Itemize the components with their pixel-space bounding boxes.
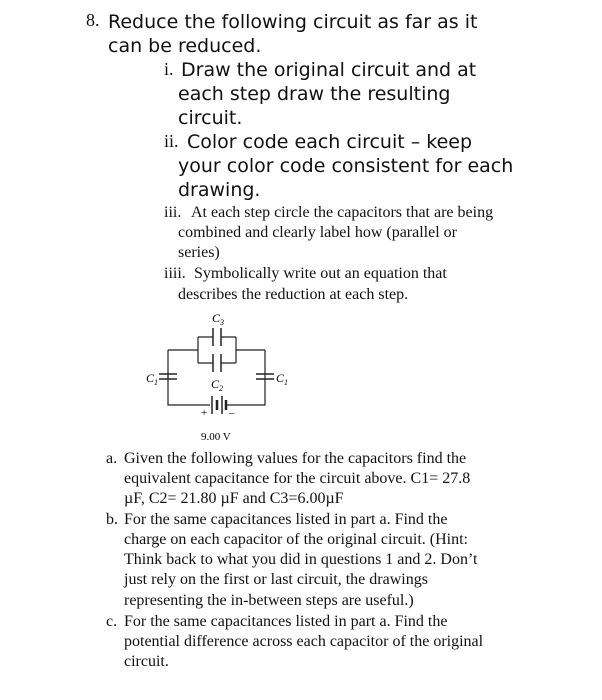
step-ii-marker: ii. [164, 131, 179, 151]
part-b-marker: b. [106, 511, 118, 528]
step-i-line-2: each step draw the resulting [178, 83, 451, 105]
part-c-marker: c. [106, 613, 118, 630]
wire-left-bottom [168, 350, 210, 405]
battery-plus-sign: + [201, 407, 208, 419]
step-iii-line-2: combined and clearly label how (parallel or [178, 224, 457, 241]
battery-symbol [212, 396, 226, 414]
step-iiii-line-2: describes the reduction at each step. [178, 286, 409, 303]
part-b-line-4: just rely on the first or last circuit, the drawings [124, 571, 428, 588]
part-b-line-2: charge on each capacitor of the original circuit. (Hint: [124, 531, 468, 548]
part-b-line-5: representing the in-between steps are useful.) [124, 592, 414, 609]
step-i-line-1: Draw the original circuit and at [181, 59, 477, 81]
step-iii-marker: iii. [164, 204, 182, 221]
battery-voltage-label: 9.00 V [201, 431, 231, 443]
part-c-line-1: For the same capacitances listed in part a. Find the [124, 613, 448, 630]
c1-left-label: C [146, 371, 155, 385]
part-a-marker: a. [106, 450, 118, 467]
c1-right-label-sub: 1 [284, 378, 288, 387]
step-iiii-line-1: Symbolically write out an equation that [194, 265, 447, 282]
step-iii-line-3: series) [178, 244, 220, 261]
step-iiii-marker: iiii. [164, 265, 186, 282]
part-a-line-2: equivalent capacitance for the circuit above. C1= 27.8 [124, 470, 471, 487]
question-number: 8. [86, 10, 100, 30]
battery-minus-sign: – [229, 407, 235, 419]
step-ii-line-3: drawing. [178, 179, 261, 201]
part-c-line-3: circuit. [124, 653, 169, 670]
step-ii-line-1: Color code each circuit – keep [187, 131, 473, 153]
part-b-line-3: Think back to what you did in questions 1 and 2. Don’t [124, 551, 478, 568]
c3-label: C [212, 311, 221, 325]
step-i-marker: i. [164, 59, 174, 79]
part-a-line-1: Given the following values for the capacitors find the [124, 450, 467, 467]
c2-label: C [211, 377, 220, 391]
step-i-line-3: circuit. [178, 107, 243, 129]
part-a-line-3: µF, C2= 21.80 µF and C3=6.00µF [124, 490, 344, 507]
part-c-line-2: potential difference across each capacitor of the original [124, 633, 484, 650]
step-iii-line-1: At each step circle the capacitors that are being [191, 204, 494, 221]
wire-right-bottom [226, 350, 265, 405]
c2-capacitor-symbol [213, 354, 221, 372]
question-line-1: Reduce the following circuit as far as it [108, 11, 478, 33]
c3-label-sub: 3 [220, 318, 224, 327]
c3-capacitor-symbol [213, 328, 221, 346]
part-b-line-1: For the same capacitances listed in part a. Find the [124, 511, 448, 528]
step-ii-line-2: your color code consistent for each [178, 155, 514, 177]
question-line-2: can be reduced. [108, 35, 262, 57]
c1-left-label-sub: 1 [154, 378, 158, 387]
c2-label-sub: 2 [219, 384, 223, 393]
c1-right-label: C [276, 371, 285, 385]
